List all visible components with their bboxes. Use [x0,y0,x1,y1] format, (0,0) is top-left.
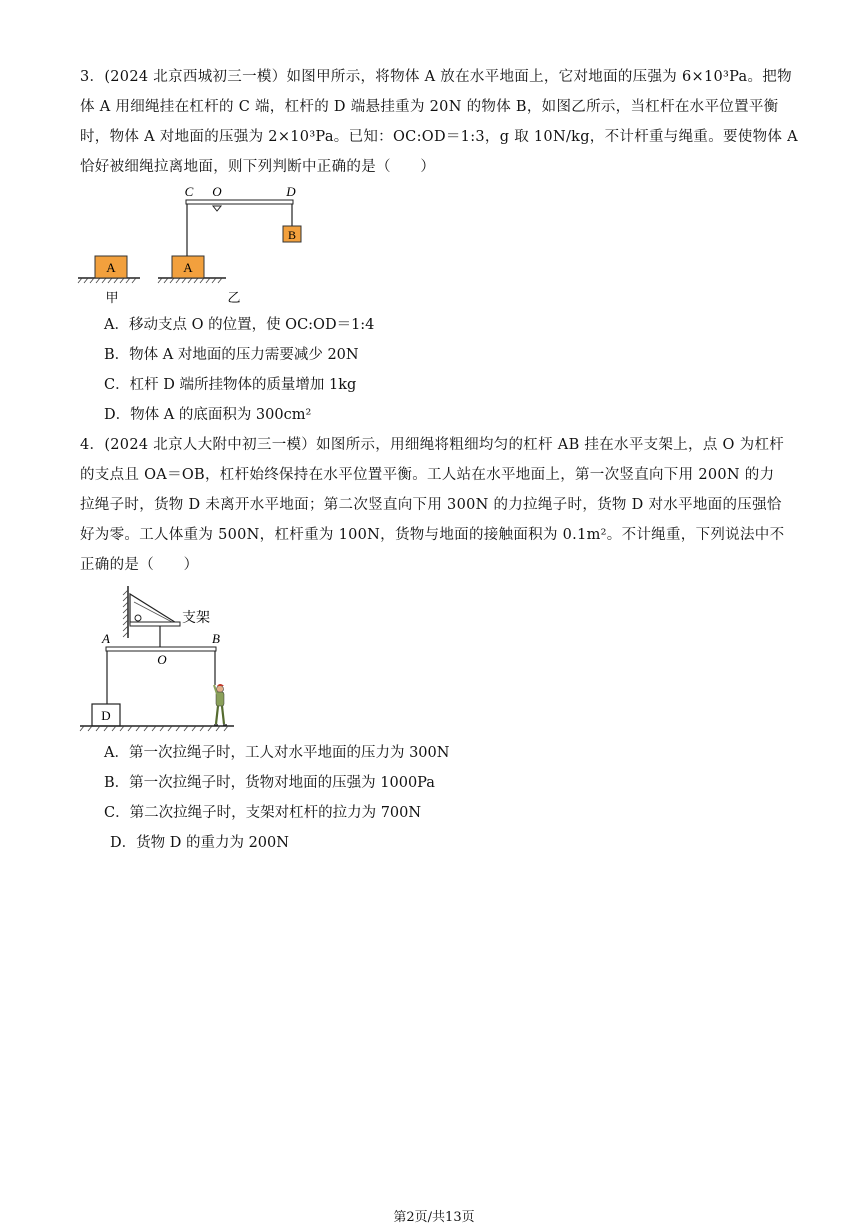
label-b: B [212,631,220,646]
fulcrum-o [213,206,221,211]
q3-option-d: D．物体 A 的底面积为 300cm² [104,407,312,423]
label-o: O [157,652,167,667]
q4-line-3: 拉绳子时，货物 D 未离开水平地面；第二次竖直向下用 300N 的力拉绳子时，货物 D 对水平地面的压强恰 [80,497,782,513]
lever-cd [186,200,293,204]
q4-line-2: 的支点且 OA＝OB，杠杆始终保持在水平位置平衡。工人站在水平地面上，第一次竖直向下用 200N 的力 [80,467,775,483]
question-4-stem [80,430,800,580]
q4-option-c: C．第二次拉绳子时，支架对杠杆的拉力为 700N [104,805,422,821]
q4-line-4: 好为零。工人体重为 500N，杠杆重为 100N，货物与地面的接触面积为 0.1m²。不计绳重，下列说法中不 [80,527,785,543]
block-b-label: B [287,228,297,242]
label-c: C [184,184,194,199]
q4-option-a: A．第一次拉绳子时，工人对水平地面的压力为 300N [104,745,450,761]
block-a-jia-label: A [106,260,116,275]
question-3-stem [80,62,800,182]
q4-lever-figure [78,582,238,732]
figure-yi [158,184,301,306]
q3-line-1: 3．(2024 北京西城初三一模）如图甲所示，将物体 A 放在水平地面上，它对地面的压强为 6×10³Pa。把物 [80,69,792,85]
label-o: O [212,184,222,199]
label-bracket: 支架 [182,610,210,626]
caption-yi: 乙 [227,291,241,306]
q3-option-b: B．物体 A 对地面的压力需要减少 20N [104,347,359,363]
q4-line-1: 4．(2024 北京人大附中初三一模）如图所示，用细绳将粗细均匀的杠杆 AB 挂在水平支架上，点 O 为杠杆 [80,437,785,453]
q3-option-a: A．移动支点 O 的位置，使 OC:OD＝1:4 [104,317,375,333]
page-footer: 第2页/共13页 [393,1210,475,1225]
block-a-yi-label: A [183,260,193,275]
block-d-label: D [101,708,111,723]
q4-option-b: B．第一次拉绳子时，货物对地面的压强为 1000Pa [104,775,435,791]
q4-option-d: D．货物 D 的重力为 200N [110,835,289,851]
figure-jia [78,256,140,306]
lever-ab [106,647,216,651]
q4-line-5: 正确的是（ ） [80,557,199,573]
q3-line-2: 体 A 用细绳挂在杠杆的 C 端，杠杆的 D 端悬挂重为 20N 的物体 B，如图乙所示，当杠杆在水平位置平衡 [80,99,779,115]
label-a: A [102,631,110,646]
q3-lever-figure [76,182,316,307]
q3-option-c: C．杠杆 D 端所挂物体的质量增加 1kg [104,377,357,393]
q3-line-3: 时，物体 A 对地面的压强为 2×10³Pa。已知：OC:OD＝1:3，g 取 10N/kg，不计杆重与绳重。要使物体 A [80,129,798,145]
worker-figure [214,684,227,725]
q3-line-4: 恰好被细绳拉离地面，则下列判断中正确的是（ ） [80,159,436,175]
caption-jia: 甲 [105,291,119,306]
label-d: D [286,184,296,199]
